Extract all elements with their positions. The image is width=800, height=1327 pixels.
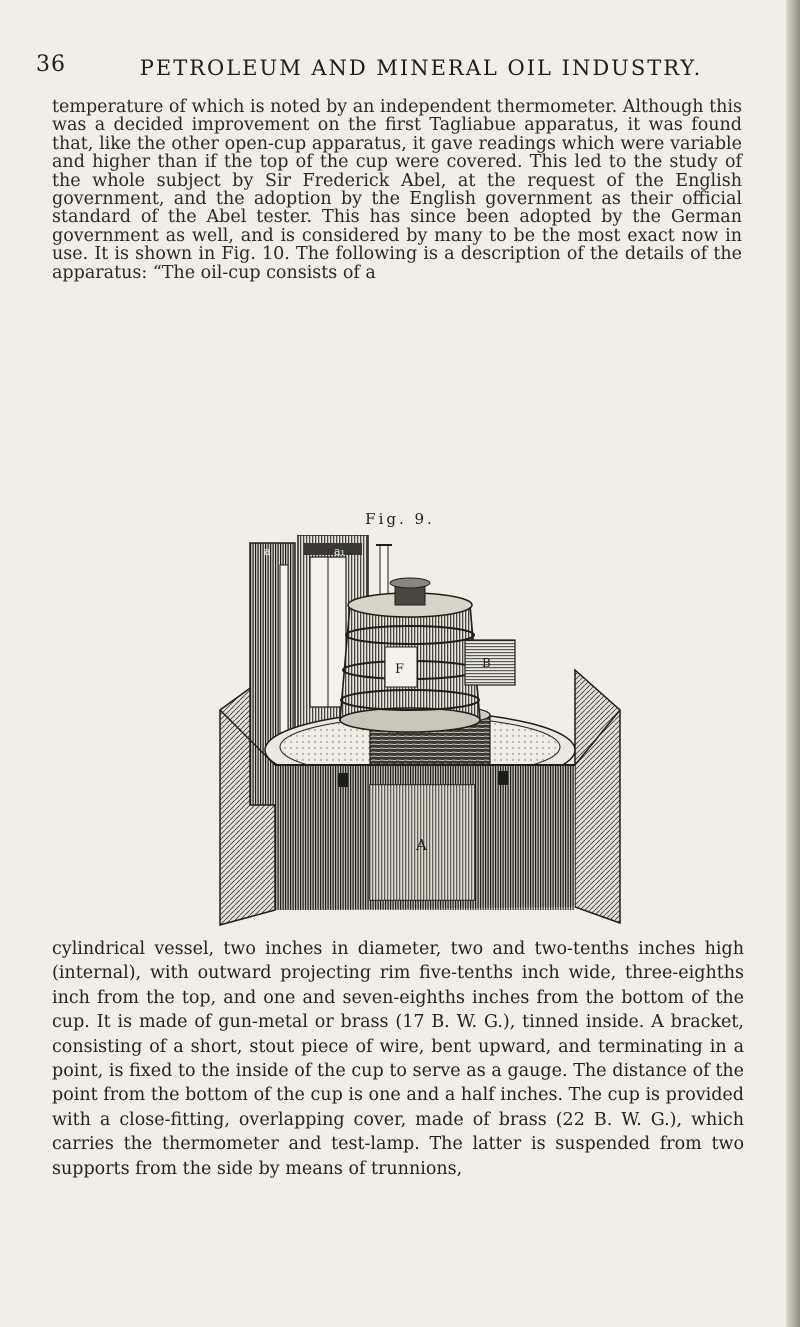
figure-illustration [180, 535, 680, 930]
page-edge-shadow [786, 0, 800, 1327]
paragraph-top: temperature of which is noted by an independent thermometer. Although this was a decided improvement on the first Tagliabue apparatus, it was found that, like the other open-cup apparatus, it gave readings which were variable and higher than if the top of the cup were covered. This led to the study of the whole subject by Sir Frederick Abel, at the request of the English government, and the adoption by the English government as their official standard of the Abel tester. This has since been adopted by the German government as well, and is considered by many to be the most exact now in use. It is shown in Fig. 10. The following is a description of the details of the apparatus: “The oil-cup consists of a [52, 97, 743, 283]
page-number: 36 [36, 52, 66, 77]
running-title: PETROLEUM AND MINERAL OIL INDUSTRY. [139, 56, 703, 80]
label-a-big: A [416, 836, 427, 854]
label-a1: a₁ [334, 545, 345, 558]
page-header [36, 52, 746, 92]
abel-flash-tester-engraving-icon [180, 535, 680, 930]
label-f: F [395, 662, 405, 677]
label-b: B [482, 656, 491, 670]
paragraph-bottom: cylindrical vessel, two inches in diameter, two and two-tenths inches high (internal), with outward projecting rim five-tenths inch wide, three-eighths inch from the top, and one and seven-eighths inches from the bottom of the cup. It is made of gun-metal or brass (17 B. W. G.), tinned inside. A bracket, consisting of a short, stout piece of wire, bent upward, and terminating in a point, is fixed to the inside of the cup to serve as a gauge. The distance of the point from the bottom of the cup is one and a half inches. The cup is provided with a close-fitting, overlapping cover, made of brass (22 B. W. G.), which carries the thermometer and test-lamp. The latter is suspended from two supports from the side by means of trunnions, [52, 939, 744, 1179]
figure-caption: Fig. 9. [365, 510, 435, 528]
label-a: a [264, 545, 271, 558]
